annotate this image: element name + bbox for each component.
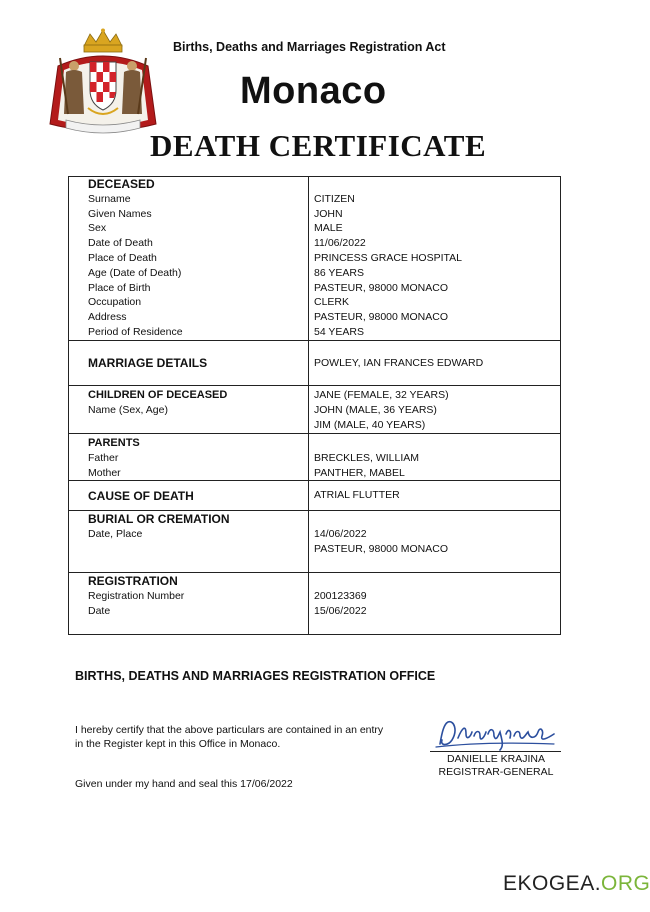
burial-date: 14/06/2022 [314, 528, 367, 541]
section-heading: BURIAL OR CREMATION [88, 512, 230, 527]
monaco-coat-of-arms-logo [44, 28, 162, 140]
field-label: Place of Death [88, 251, 157, 264]
deceased-values [309, 177, 561, 341]
burial-place: PASTEUR, 98000 MONACO [314, 542, 449, 555]
certify-line: in the Register kept in this Office in Monaco. [75, 738, 281, 750]
field-value: CITIZEN [314, 192, 355, 205]
field-value: 11/06/2022 [314, 237, 366, 250]
field-value: PASTEUR, 98000 MONACO [314, 311, 449, 324]
section-heading: CAUSE OF DEATH [88, 488, 194, 503]
field-label: Date [88, 604, 111, 617]
field-label: Sex [88, 222, 107, 235]
field-label: Occupation [88, 296, 142, 309]
country-name: Monaco [240, 70, 387, 112]
mother-label: Mother [88, 466, 121, 479]
field-label: Place of Birth [88, 281, 151, 294]
marriage-value: POWLEY, IAN FRANCES EDWARD [314, 356, 484, 369]
field-label: Surname [88, 192, 131, 205]
deceased-labels [69, 177, 309, 341]
field-value: MALE [314, 222, 343, 235]
watermark-ext: ORG [601, 872, 650, 895]
field-label: Address [88, 311, 127, 324]
field-value: 54 YEARS [314, 325, 365, 338]
section-burial [69, 511, 561, 573]
section-heading: MARRIAGE DETAILS [88, 356, 208, 370]
watermark-main: EKOGEA. [503, 872, 602, 895]
child-value: JANE (FEMALE, 32 YEARS) [314, 389, 449, 401]
father-value: BRECKLES, WILLIAM [314, 451, 420, 464]
section-parents [69, 434, 561, 481]
given-under-seal: Given under my hand and seal this 17/06/2022 [75, 778, 293, 790]
child-value: JOHN (MALE, 36 YEARS) [314, 403, 437, 416]
signature-line [430, 751, 561, 752]
section-marriage [69, 341, 561, 386]
section-heading: REGISTRATION [88, 574, 178, 589]
section-heading: DECEASED [88, 177, 155, 191]
field-value: PASTEUR, 98000 MONACO [314, 281, 449, 294]
section-heading: PARENTS [88, 437, 140, 449]
registration-act-title: Births, Deaths and Marriages Registration Act [173, 40, 446, 54]
child-value: JIM (MALE, 40 YEARS) [314, 418, 426, 431]
registration-office-heading: BIRTHS, DEATHS AND MARRIAGES REGISTRATION OFFICE [75, 669, 436, 683]
field-label: Date of Death [88, 237, 153, 250]
field-value: CLERK [314, 296, 350, 309]
field-label: Period of Residence [88, 325, 183, 338]
field-value: 86 YEARS [314, 266, 365, 279]
field-label: Name (Sex, Age) [88, 403, 168, 416]
registrar-block [432, 753, 560, 779]
father-label: Father [88, 451, 119, 464]
site-watermark [503, 872, 650, 896]
registration-number: 200123369 [314, 590, 367, 603]
section-heading: CHILDREN OF DECEASED [88, 389, 228, 401]
field-label: Age (Date of Death) [88, 266, 182, 279]
section-deceased [69, 177, 561, 341]
cause-value: ATRIAL FLUTTER [314, 489, 400, 502]
field-label: Date, Place [88, 528, 143, 541]
section-cause [69, 481, 561, 511]
registrar-title: REGISTRAR-GENERAL [438, 766, 554, 778]
registrar-name: DANIELLE KRAJINA [446, 753, 546, 765]
field-value: JOHN [314, 207, 343, 220]
field-value: PRINCESS GRACE HOSPITAL [314, 251, 463, 264]
certificate-title: DEATH CERTIFICATE [150, 128, 487, 163]
certification-statement [75, 723, 383, 751]
section-registration [69, 573, 561, 635]
certificate-table [68, 176, 561, 635]
field-label: Given Names [88, 207, 152, 220]
field-label: Registration Number [88, 590, 185, 603]
section-children [69, 386, 561, 434]
registration-date: 15/06/2022 [314, 604, 367, 617]
certify-line: I hereby certify that the above particulars are contained in an entry [75, 724, 384, 736]
mother-value: PANTHER, MABEL [314, 466, 405, 479]
registrar-signature [432, 714, 562, 752]
